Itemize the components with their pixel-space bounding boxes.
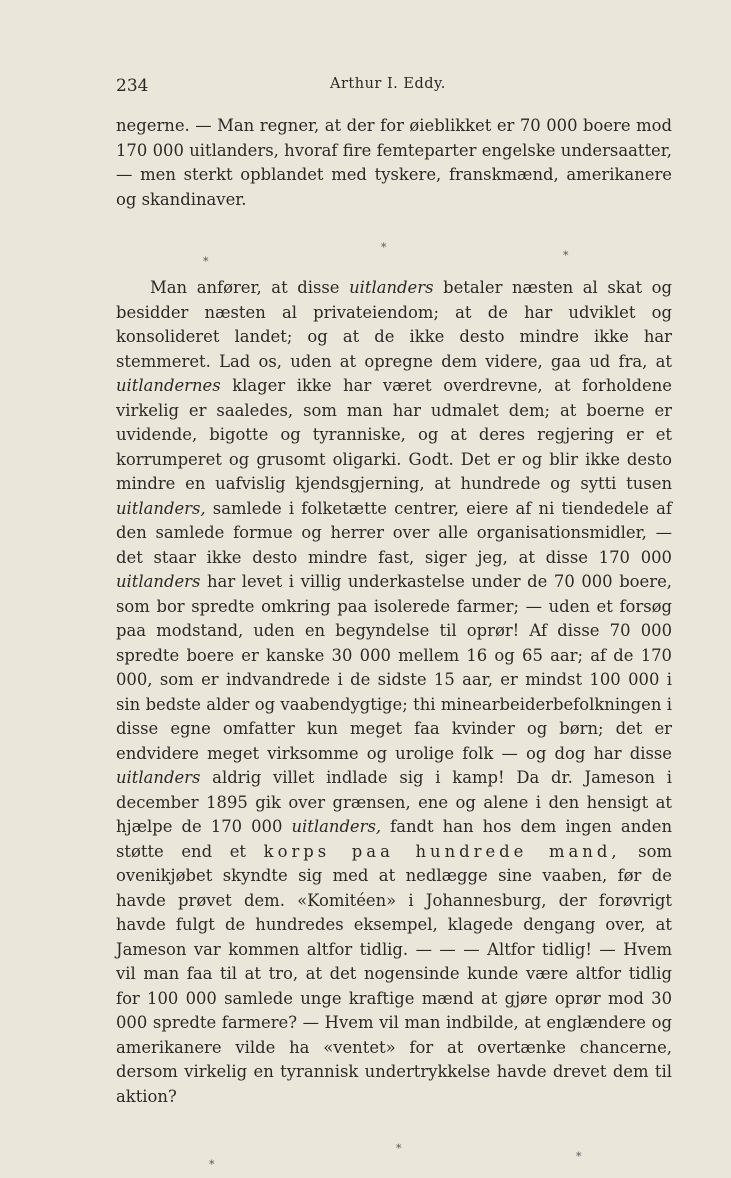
term-uitlanders: uitlanders bbox=[116, 768, 201, 787]
term-uitlanders: uitlanders bbox=[349, 278, 434, 297]
term-uitlanders: uitlanders, bbox=[116, 498, 206, 518]
section-break-bottom bbox=[116, 1109, 672, 1173]
text-block bbox=[116, 114, 672, 1173]
text-run: aldrig villet indlade sig i kamp! Da dr. Jameson i december 1895 gik over grænsen, ene og alene i den hensigt at hjælpe de 170 000 bbox=[116, 768, 672, 836]
paragraph-main bbox=[116, 276, 672, 1109]
term-uitlanders: uitlandernes bbox=[116, 376, 221, 395]
text-run: har levet i villig underkastelse under de 70 000 boere, som bor spredte omkring paa isolerede farmer; — uden et forsøg paa modstand, uden en begyndelse til oprør! Af disse 70 000 spredte boere er kanske 30 000 mellem 16 og 65 aar; af de 170 000, som er indvandrede i de sidste 15 aar, er mindst 100 000 i sin bedste alder og vaabendygtige; thi minearbeiderbefolkningen i disse egne omfatter kun meget faa kvinder og børn; det er endvidere meget virksomme og urolige folk — og dog har disse bbox=[116, 572, 672, 763]
letterspaced-emphasis: korps paa hundrede mand, bbox=[263, 841, 621, 861]
asterism-star-right: * bbox=[576, 1150, 582, 1163]
asterism-star-right: * bbox=[563, 249, 569, 262]
text-run: Man anfører, at disse bbox=[150, 278, 350, 297]
section-break bbox=[116, 212, 672, 276]
page-header bbox=[116, 74, 672, 100]
text-run: klager ikke har været overdrevne, at forholdene virkelig er saaledes, som man har udmalet dem; at boerne er uvidende, bigotte og tyranniske, og at deres regjering er et korrumperet og grusomt oligarki. Godt. Det er og blir ikke desto mindre en uafvislig kjendsgjerning, at hundrede og sytti tusen bbox=[116, 376, 672, 493]
asterism-star-center: * bbox=[381, 241, 387, 254]
asterism-star-left: * bbox=[203, 255, 209, 268]
term-uitlanders: uitlanders, bbox=[291, 817, 382, 836]
page-number: 234 bbox=[116, 76, 149, 96]
asterism-star-left: * bbox=[209, 1158, 215, 1171]
asterism-star-center: * bbox=[396, 1142, 402, 1155]
text-run: fandt han hos dem ingen anden støtte end et bbox=[116, 817, 672, 861]
text-run: betaler næsten al skat og besidder næsten al privateiendom; at de har udviklet og konsolideret landet; og at de ikke desto mindre ikke har stemmeret. Lad os, uden at opregne dem videre, gaa ud fra, at bbox=[116, 278, 673, 371]
paragraph-continuation: negerne. — Man regner, at der for øieblikket er 70 000 boere mod 170 000 uitlanders, hvoraf fire femteparter engelske undersaatter, — men sterkt opblandet med tyskere, franskmænd, amerikanere og skandinaver. bbox=[116, 116, 672, 209]
text-run: samlede i folketætte centrer, eiere af ni tiendedele af den samlede formue og herrer over alle organisationsmidler, — det staar ikke desto mindre fast, siger jeg, at disse 170 000 bbox=[116, 498, 672, 567]
running-head: Arthur I. Eddy. bbox=[330, 76, 446, 92]
term-uitlanders: uitlanders bbox=[116, 572, 201, 591]
text-run: som ovenikjøbet skyndte sig med at nedlægge sine vaaben, før de havde prøvet dem. «Komitéen» i Johannesburg, der forøvrigt havde fulgt de hundredes eksempel, klagede dengang over, at Jameson var kommen altfor tidlig. — — — Altfor tidlig! — Hvem vil man faa til at tro, at det nogensinde kunde være altfor tidlig for 100 000 samlede unge kraftige mænd at gjøre oprør mod 30 000 spredte farmere? — Hvem vil man indbilde, at englændere og amerikanere vilde ha «ventet» for at overtænke chancerne, dersom virkelig en tyrannisk undertrykkelse havde drevet dem til aktion? bbox=[116, 841, 672, 1106]
